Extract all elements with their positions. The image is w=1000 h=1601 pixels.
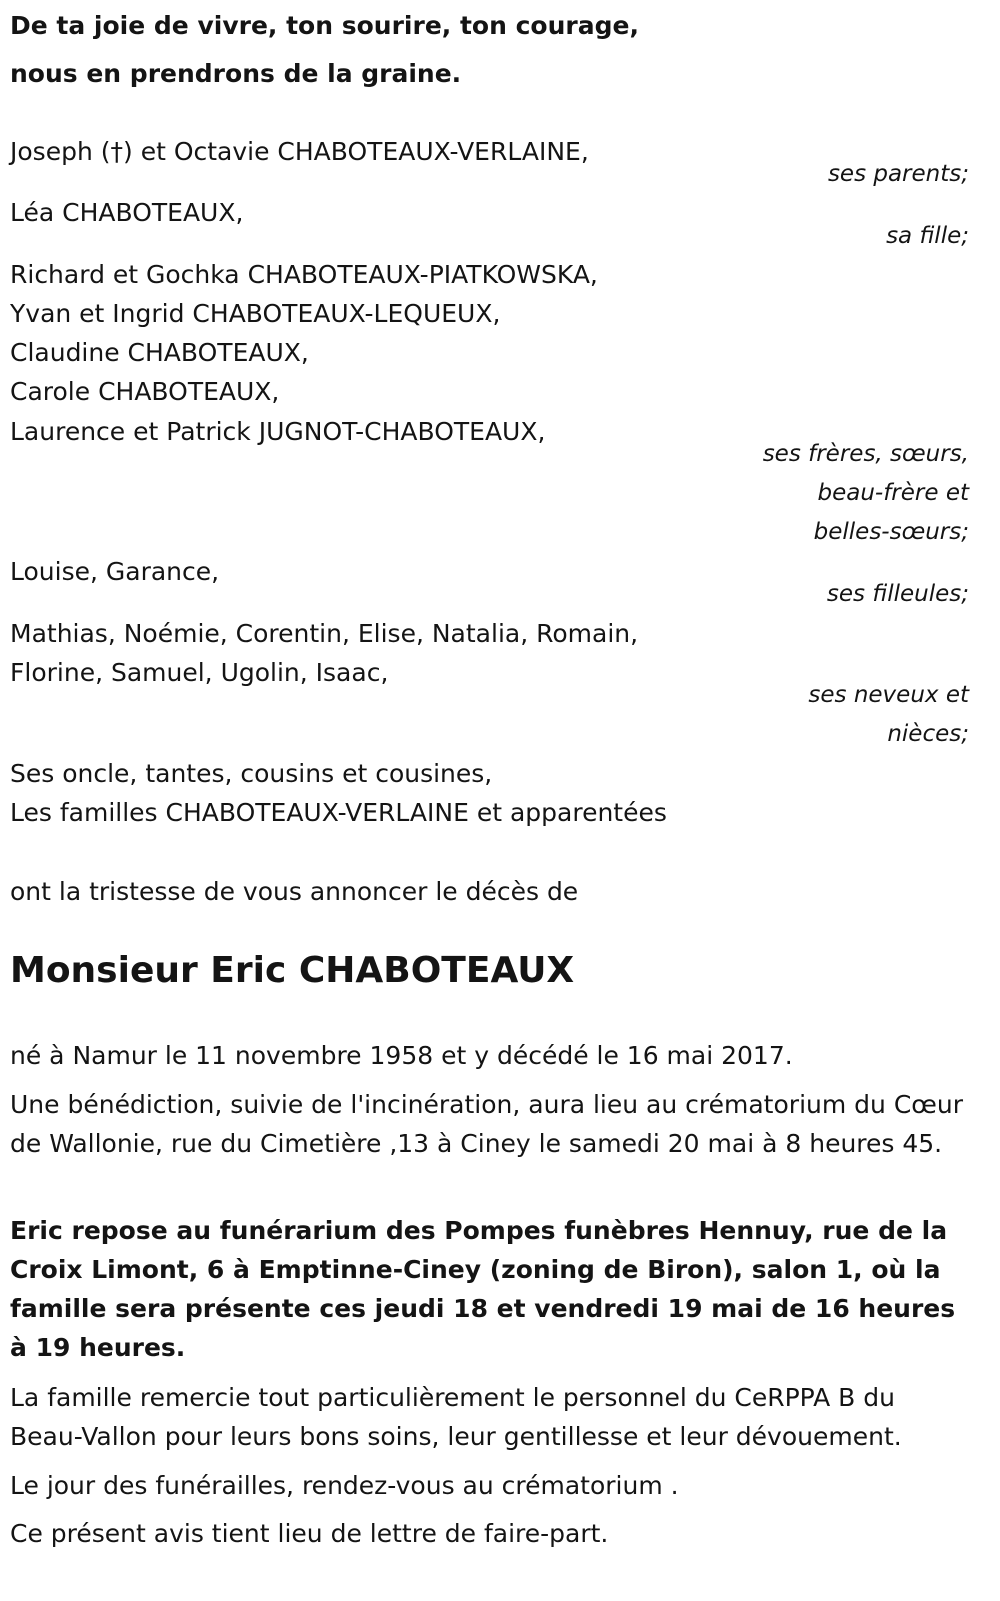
epigraph-line: De ta joie de vivre, ton sourire, ton courage, (10, 11, 639, 40)
sibling-name: Yvan et Ingrid CHABOTEAUX-LEQUEUX, (10, 299, 501, 328)
deceased-name: Monsieur Eric CHABOTEAUX (10, 950, 575, 991)
notice-text: Ce présent avis tient lieu de lettre de faire-part. (10, 1519, 609, 1548)
nephews-names: Mathias, Noémie, Corentin, Elise, Natalia, Romain, (10, 619, 639, 648)
birth-death-info: né à Namur le 11 novembre 1958 et y décédé le 16 mai 2017. (10, 1041, 793, 1070)
other-relatives: Ses oncle, tantes, cousins et cousines, (10, 759, 493, 788)
thanks-text: La famille remercie tout particulièrement le personnel du CeRPPA B du Beau-Vallon pour leurs bons soins, leur gentillesse et leur dévouement. (10, 1383, 902, 1451)
sibling-name: Laurence et Patrick JUGNOT-CHABOTEAUX, (10, 417, 546, 446)
sibling-name: Richard et Gochka CHABOTEAUX-PIATKOWSKA, (10, 260, 598, 289)
relation-siblings: belles-sœurs; (813, 519, 969, 545)
meeting-text: Le jour des funérailles, rendez-vous au crématorium . (10, 1471, 679, 1500)
relation-goddaughters: ses filleules; (826, 581, 969, 607)
relation-nephews: ses neveux et (808, 682, 969, 708)
visitation-info: Eric repose au funérarium des Pompes funèbres Hennuy, rue de la Croix Limont, 6 à Emptinne-Ciney (zoning de Biron), salon 1, où la famille sera présente ces jeudi 18 et vendredi 19 mai de 16 heures à 19 heures. (10, 1216, 956, 1362)
relation-nephews: nièces; (887, 721, 969, 747)
epigraph-line: nous en prendrons de la graine. (10, 59, 462, 88)
daughter-names: Léa CHABOTEAUX, (10, 198, 244, 227)
sibling-name: Claudine CHABOTEAUX, (10, 338, 309, 367)
sibling-name: Carole CHABOTEAUX, (10, 377, 280, 406)
ceremony-info: Une bénédiction, suivie de l'incinération, aura lieu au crématorium du Cœur de Wallonie, rue du Cimetière ,13 à Ciney le samedi 20 mai à 8 heures 45. (10, 1090, 963, 1158)
relation-siblings: beau-frère et (817, 480, 969, 506)
goddaughters-names: Louise, Garance, (10, 557, 220, 586)
other-relatives: Les familles CHABOTEAUX-VERLAINE et apparentées (10, 798, 667, 827)
nephews-names: Florine, Samuel, Ugolin, Isaac, (10, 658, 389, 687)
relation-parents: ses parents; (827, 161, 969, 187)
relation-siblings: ses frères, sœurs, (762, 441, 969, 467)
announcement-text: ont la tristesse de vous annoncer le décès de (10, 877, 579, 906)
relation-daughter: sa fille; (886, 223, 969, 249)
parents-names: Joseph (†) et Octavie CHABOTEAUX-VERLAINE, (10, 137, 589, 166)
